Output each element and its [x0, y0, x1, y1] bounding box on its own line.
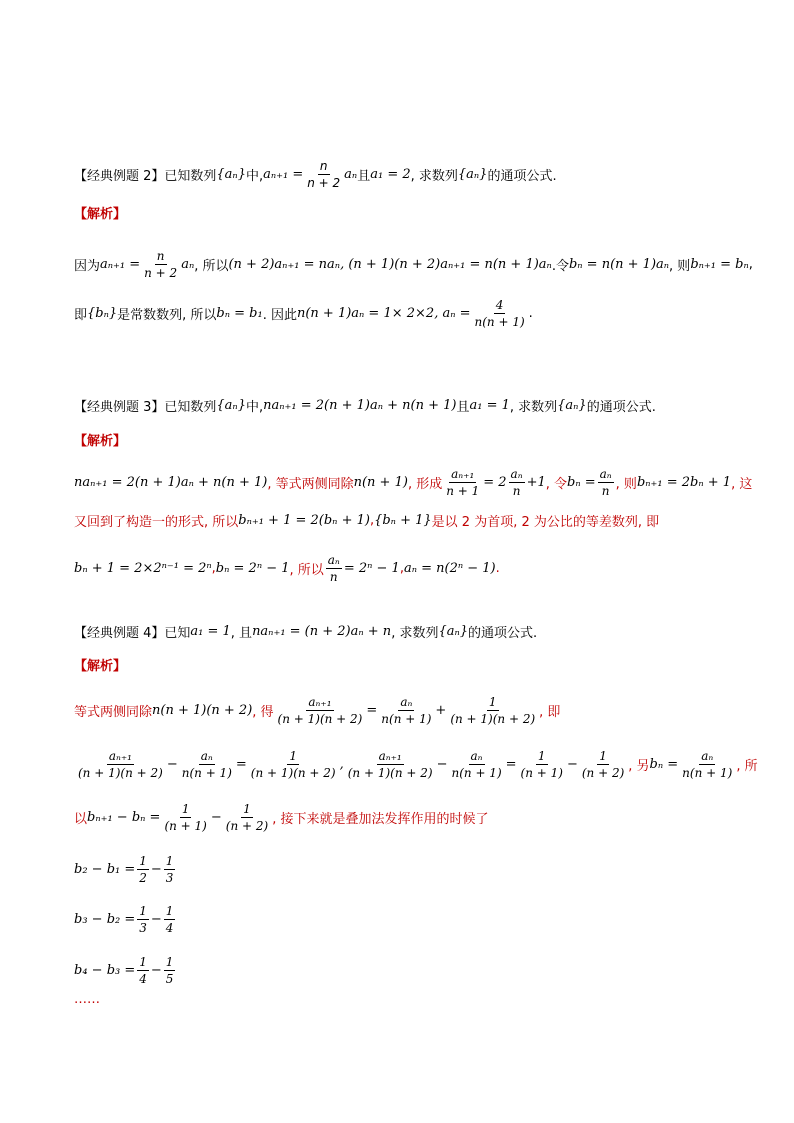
- example2-solution-line1: 因为 aₙ₊₁ = $\frac{n}{n + 2}$ aₙ , 所以 (n + 2)aₙ₊₁ = naₙ, (n + 1)(n + 2)aₙ₊₁ = n(n + 1)aₙ .令 bₙ = n(n + 1)aₙ , 则 bₙ₊₁ = bₙ ,: [74, 249, 753, 280]
- example4-ellipsis: ……: [74, 992, 100, 1007]
- example2-mid2: 且: [357, 169, 371, 184]
- example4-heading: 【经典例题 4】已知 a₁ = 1 , 且 naₙ₊₁ = (n + 2)aₙ + n , 求数列 {aₙ} 的通项公式.: [74, 624, 538, 641]
- example4-sum-row1: b₂ − b₁ = $\frac{1}{2}$ − $\frac{1}{3}$: [74, 854, 174, 885]
- example3-solution-line1: naₙ₊₁ = 2(n + 1)aₙ + n(n + 1) , 等式两侧同除 n(n + 1) , 形成 $\frac{\text{aₙ₊₁}}{n + 1}$ = 2 $\frac{\text{aₙ}}{n}$ +1 , 令 bₙ = $\frac{\text{aₙ}}{n}$ , 则 bₙ₊₁ = 2bₙ + 1 , 这: [74, 467, 753, 498]
- example2-seq2: {aₙ}: [457, 167, 488, 182]
- example3-analysis-label: 【解析】: [74, 434, 127, 449]
- example2-eq-lhs: aₙ₊₁ =: [263, 167, 304, 182]
- example2-tail: 的通项公式.: [487, 169, 557, 184]
- example3-heading: 【经典例题 3】已知数列 {aₙ} 中, naₙ₊₁ = 2(n + 1)aₙ + n(n + 1) 且 a₁ = 1 , 求数列 {aₙ} 的通项公式.: [74, 398, 656, 415]
- example2-solution-line2: 即 {bₙ} 是常数数列, 所以 bₙ = b₁ . 因此 n(n + 1)aₙ = 1× 2×2, aₙ = $\frac{4}{n(n + 1)}$ .: [74, 298, 533, 329]
- example2-condition: a₁ = 2: [370, 167, 411, 182]
- example4-solution-line3: 以 bₙ₊₁ − bₙ = $\frac{1}{(n + 1)}$ − $\frac{1}{(n + 2)}$ , 接下来就是叠加法发挥作用的时候了: [74, 802, 489, 833]
- example4-solution-line1: 等式两侧同除 n(n + 1)(n + 2) , 得 $\frac{\text{aₙ₊₁}}{(n + 1)(n + 2)}$ = $\frac{\text{aₙ}}{n(n + 1)}$ + $\frac{1}{(n + 1)(n + 2)}$ , 即: [74, 695, 561, 726]
- example2-head-text: 【经典例题 2】已知数列: [74, 169, 217, 184]
- example4-solution-line2: $\frac{\text{aₙ₊₁}}{(n + 1)(n + 2)}$ − $\frac{\text{aₙ}}{n(n + 1)}$ = $\frac{1}{(n + 1)(n + 2)}$ , $\frac{\text{aₙ₊₁}}{(n + 1)(n + 2)}$ − $\frac{\text{aₙ}}{n(n + 1)}$ = $\frac{1}{(n + 1)}$ − $\frac{1}{(n + 2)}$ , 另 bₙ = $\frac{\text{aₙ}}{n(n + 1)}$ , 所: [78, 749, 758, 780]
- example2-analysis-label: 【解析】: [74, 207, 127, 222]
- example3-solution-line2: 又回到了构造一的形式, 所以 bₙ₊₁ + 1 = 2(bₙ + 1) , {bₙ + 1} 是以 2 为首项, 2 为公比的等差数列, 即: [74, 513, 660, 530]
- example2-mid1: 中,: [245, 169, 264, 184]
- example2-heading: [74, 158, 734, 191]
- example4-analysis-label: 【解析】: [74, 659, 127, 674]
- example2-mid3: , 求数列: [410, 169, 458, 184]
- example2-s2-fraction: $\frac{4}{n(n + 1)}$: [474, 298, 525, 329]
- example4-sum-row3: b₄ − b₃ = $\frac{1}{4}$ − $\frac{1}{5}$: [74, 955, 174, 986]
- example2-seq: {aₙ}: [216, 167, 246, 182]
- example4-sum-row2: b₃ − b₂ = $\frac{1}{3}$ − $\frac{1}{4}$: [74, 904, 174, 935]
- example3-solution-line3: bₙ + 1 = 2×2ⁿ⁻¹ = 2ⁿ , bₙ = 2ⁿ − 1 , 所以 $\frac{\text{aₙ}}{n}$ = 2ⁿ − 1 , aₙ = n(2ⁿ − 1) .: [74, 553, 500, 584]
- example2-s1-fraction: $\frac{n}{n + 2}$: [144, 249, 178, 280]
- example2-fraction: $\frac{n}{n + 2}$: [307, 159, 341, 190]
- example2-eq-rhs: aₙ: [344, 167, 358, 182]
